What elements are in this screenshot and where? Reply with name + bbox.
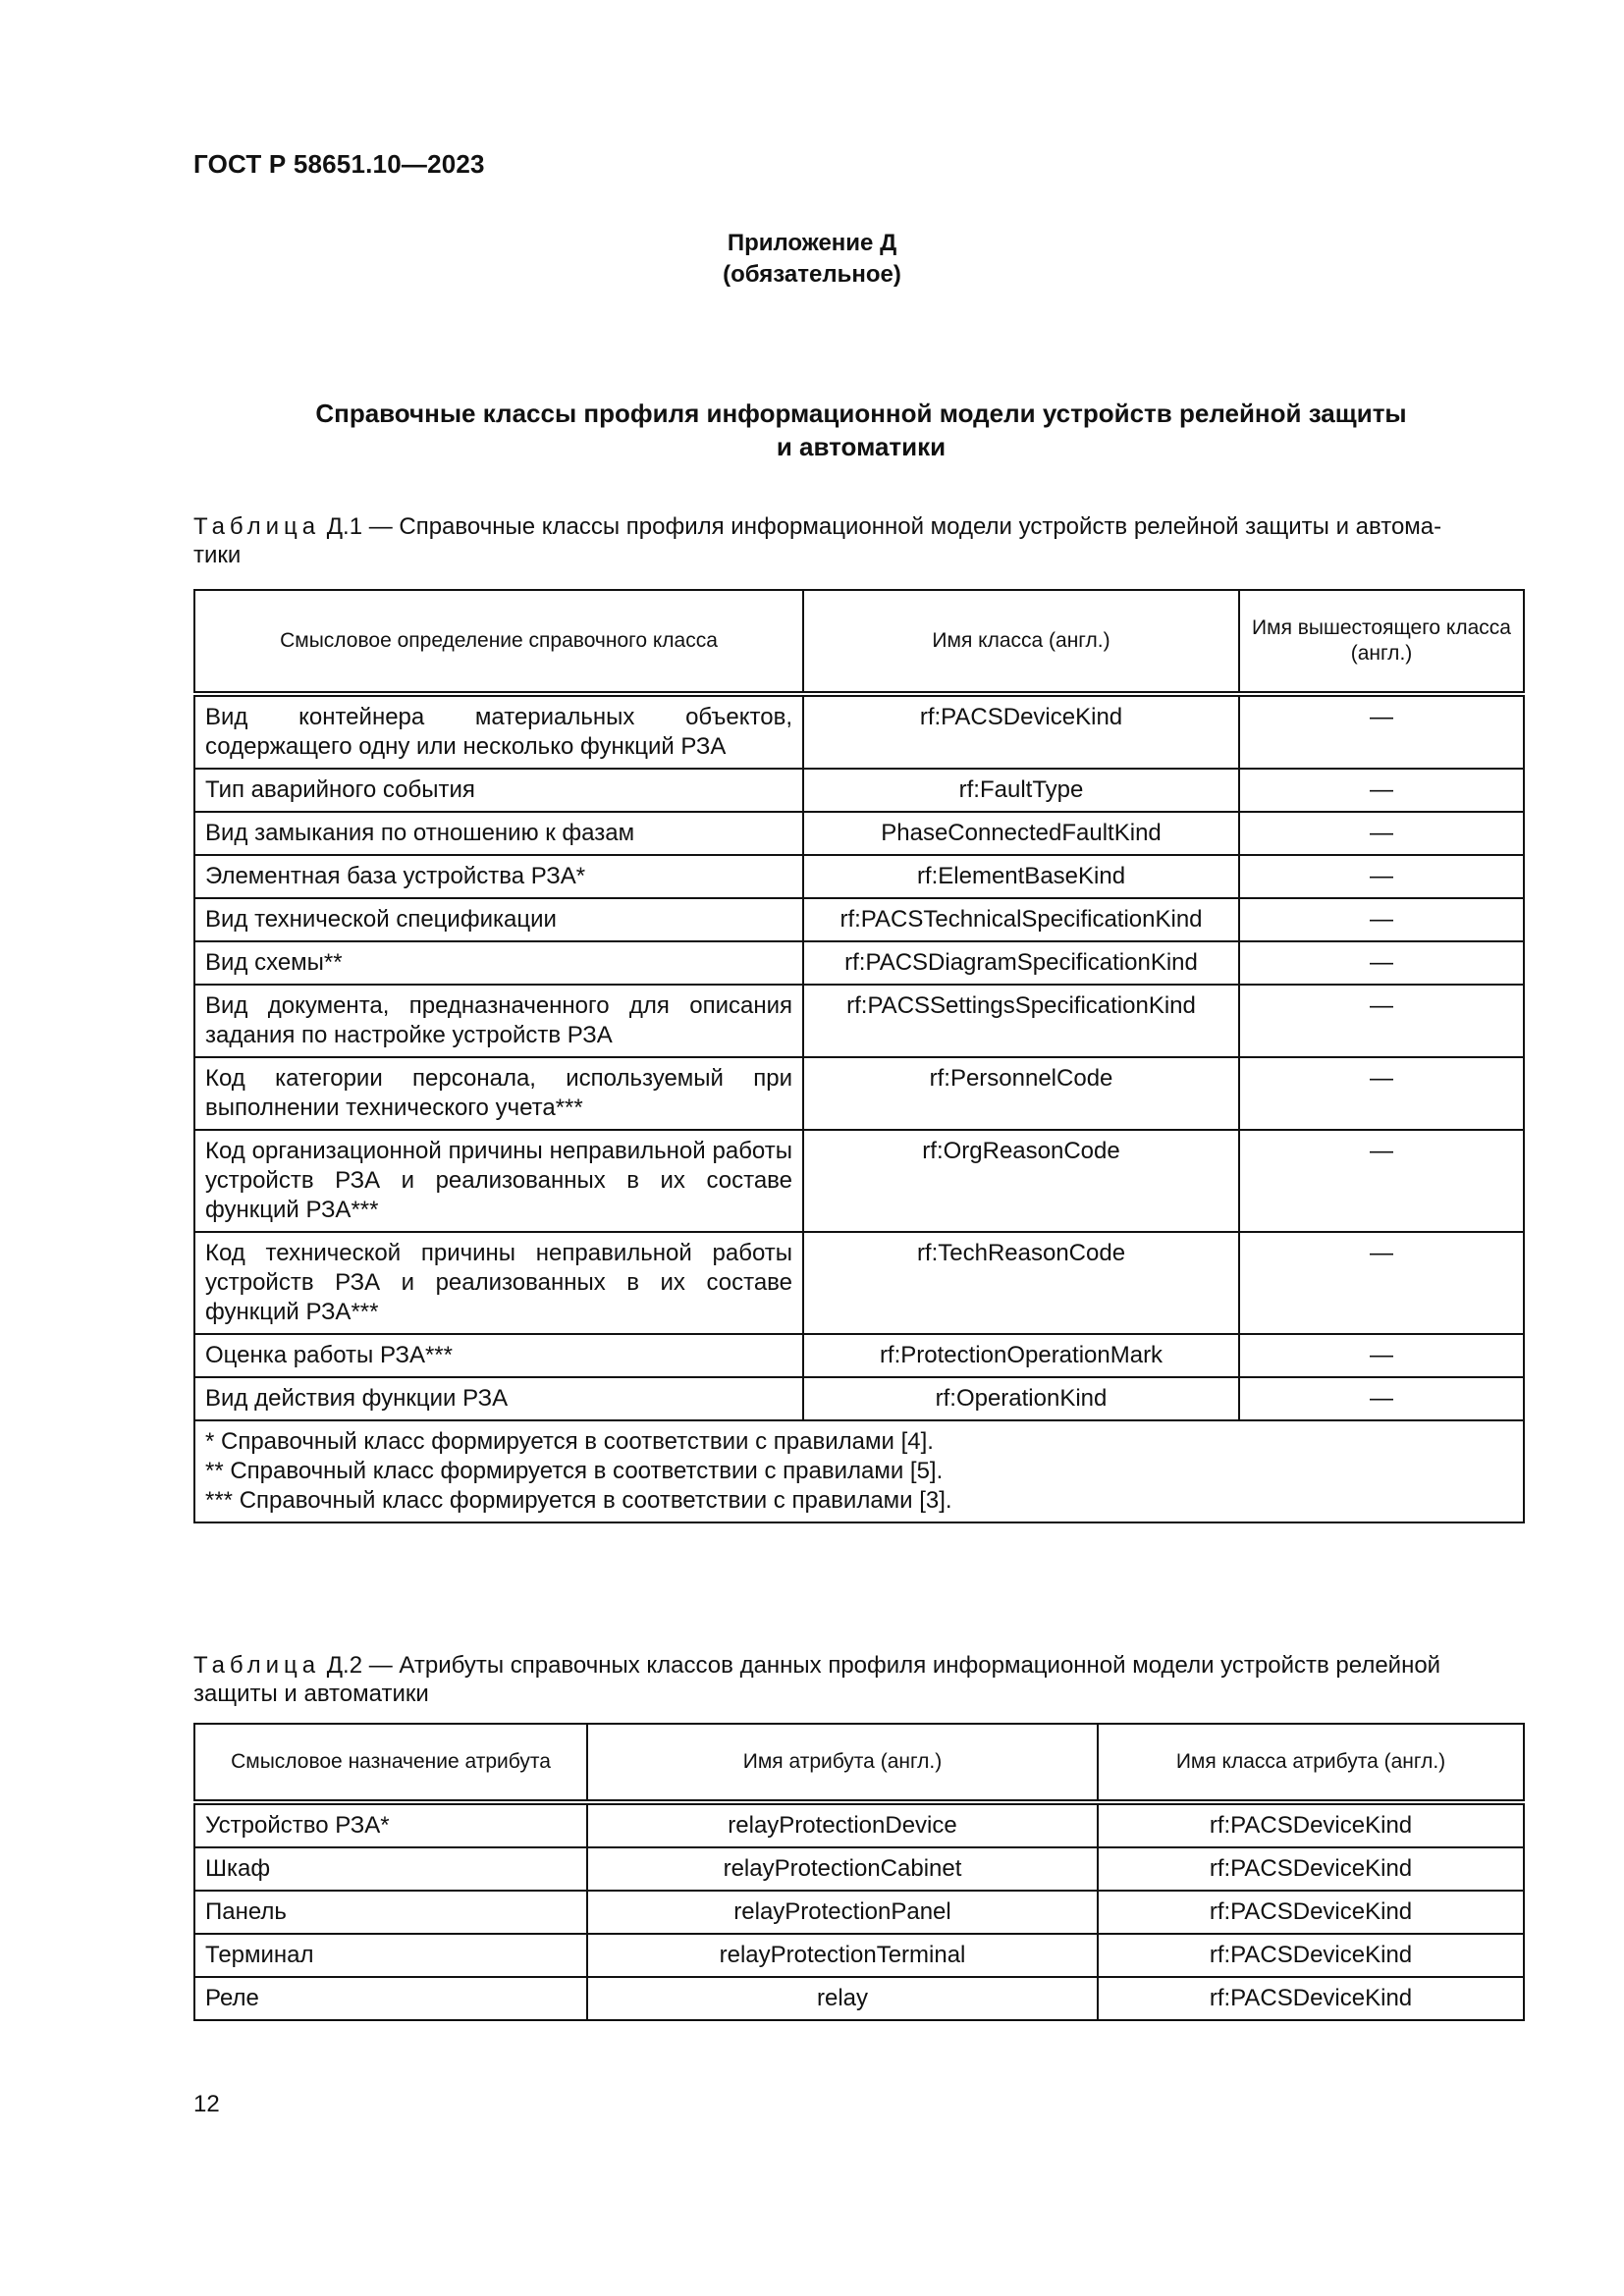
- table-row: [194, 769, 1524, 812]
- table1-header-cell: Смысловое определение справочного класса: [194, 590, 803, 694]
- document-code: ГОСТ Р 58651.10—2023: [193, 149, 485, 179]
- section-title-line-2: и автоматики: [776, 432, 947, 461]
- table2-caption-continuation: защиты и автоматики: [193, 1681, 429, 1707]
- table-cell-definition: Вид контейнера материальных объектов, содержащего одну или несколько функций РЗА: [194, 694, 803, 769]
- table-cell-attribute-class: rf:PACSDeviceKind: [1098, 1891, 1524, 1934]
- table-row: [194, 1334, 1524, 1377]
- section-title-line-1: Справочные классы профиля информационной модели устройств релейной защиты: [315, 399, 1407, 428]
- table-row: [194, 1130, 1524, 1232]
- table-cell-attribute-meaning: Панель: [194, 1891, 587, 1934]
- table2-header-cell: Имя класса атрибута (англ.): [1098, 1724, 1524, 1802]
- table-row: [194, 941, 1524, 985]
- table-cell-class-name: rf:PACSDeviceKind: [803, 694, 1239, 769]
- table-cell-parent-class: —: [1239, 1130, 1524, 1232]
- table-cell-parent-class: —: [1239, 812, 1524, 855]
- table-row: [194, 1057, 1524, 1130]
- table-cell-parent-class: —: [1239, 694, 1524, 769]
- table2-header-row: [194, 1724, 1524, 1802]
- table-row: [194, 898, 1524, 941]
- table-cell-definition: Вид технической спецификации: [194, 898, 803, 941]
- table-cell-parent-class: —: [1239, 769, 1524, 812]
- table-cell-attribute-name: relayProtectionTerminal: [587, 1934, 1098, 1977]
- table1-caption-label: Таблица: [193, 513, 321, 540]
- table-cell-definition: Код организационной причины неправильной работы устройств РЗА и реализованных в их составе функций РЗА***: [194, 1130, 803, 1232]
- table-cell-attribute-name: relay: [587, 1977, 1098, 2020]
- table-cell-class-name: rf:PACSDiagramSpecificationKind: [803, 941, 1239, 985]
- table-cell-definition: Код технической причины неправильной работы устройств РЗА и реализованных в их составе функций РЗА***: [194, 1232, 803, 1334]
- table2-caption-label: Таблица: [193, 1652, 321, 1679]
- table-cell-attribute-meaning: Реле: [194, 1977, 587, 2020]
- appendix-name: Приложение Д: [727, 230, 897, 256]
- table-cell-parent-class: —: [1239, 941, 1524, 985]
- table-cell-attribute-class: rf:PACSDeviceKind: [1098, 1977, 1524, 2020]
- table-row: [194, 1802, 1524, 1847]
- table-row: [194, 1232, 1524, 1334]
- table-cell-class-name: rf:TechReasonCode: [803, 1232, 1239, 1334]
- appendix-heading: [0, 228, 1624, 291]
- table-cell-class-name: rf:FaultType: [803, 769, 1239, 812]
- table-row: [194, 1934, 1524, 1977]
- table2-header-cell: Имя атрибута (англ.): [587, 1724, 1098, 1802]
- table-cell-parent-class: —: [1239, 855, 1524, 898]
- table1-caption: [193, 512, 1529, 569]
- table-cell-definition: Тип аварийного события: [194, 769, 803, 812]
- table2: [193, 1723, 1525, 2021]
- table-cell-parent-class: —: [1239, 1232, 1524, 1334]
- table1-header-cell: Имя класса (англ.): [803, 590, 1239, 694]
- table-cell-attribute-class: rf:PACSDeviceKind: [1098, 1934, 1524, 1977]
- table-cell-attribute-name: relayProtectionDevice: [587, 1802, 1098, 1847]
- table1-header-row: [194, 590, 1524, 694]
- table1-note: *** Справочный класс формируется в соответствии с правилами [3].: [205, 1487, 952, 1514]
- table-cell-definition: Вид действия функции РЗА: [194, 1377, 803, 1420]
- table-row: [194, 812, 1524, 855]
- table-cell-definition: Вид схемы**: [194, 941, 803, 985]
- table-cell-attribute-meaning: Терминал: [194, 1934, 587, 1977]
- table-cell-definition: Вид замыкания по отношению к фазам: [194, 812, 803, 855]
- table-cell-definition: Элементная база устройства РЗА*: [194, 855, 803, 898]
- table-cell-attribute-name: relayProtectionCabinet: [587, 1847, 1098, 1891]
- table-cell-class-name: PhaseConnectedFaultKind: [803, 812, 1239, 855]
- table-cell-attribute-meaning: Устройство РЗА*: [194, 1802, 587, 1847]
- table-cell-attribute-class: rf:PACSDeviceKind: [1098, 1847, 1524, 1891]
- table-row: [194, 855, 1524, 898]
- table-row: [194, 1891, 1524, 1934]
- table1-caption-continuation: тики: [193, 542, 242, 568]
- table1-notes: [194, 1420, 1524, 1522]
- table-cell-parent-class: —: [1239, 898, 1524, 941]
- table1: [193, 589, 1525, 1523]
- table2-caption-text: Д.2 — Атрибуты справочных классов данных профиля информационной модели устройств релейной: [320, 1652, 1441, 1679]
- table-cell-definition: Вид документа, предназначенного для описания задания по настройке устройств РЗА: [194, 985, 803, 1057]
- table-row: [194, 1977, 1524, 2020]
- table-row: [194, 1377, 1524, 1420]
- table-cell-definition: Код категории персонала, используемый при выполнении технического учета***: [194, 1057, 803, 1130]
- section-title: [193, 397, 1529, 463]
- table-cell-class-name: rf:OperationKind: [803, 1377, 1239, 1420]
- table-cell-class-name: rf:OrgReasonCode: [803, 1130, 1239, 1232]
- table-cell-class-name: rf:ProtectionOperationMark: [803, 1334, 1239, 1377]
- table-cell-parent-class: —: [1239, 1057, 1524, 1130]
- table-cell-class-name: rf:PACSSettingsSpecificationKind: [803, 985, 1239, 1057]
- table-cell-class-name: rf:ElementBaseKind: [803, 855, 1239, 898]
- table-cell-parent-class: —: [1239, 1377, 1524, 1420]
- table2-caption: [193, 1651, 1529, 1708]
- table2-header-cell: Смысловое назначение атрибута: [194, 1724, 587, 1802]
- table-cell-attribute-class: rf:PACSDeviceKind: [1098, 1802, 1524, 1847]
- table1-note: ** Справочный класс формируется в соответствии с правилами [5].: [205, 1458, 944, 1484]
- table1-caption-text: Д.1 — Справочные классы профиля информационной модели устройств релейной защиты и автома-: [320, 513, 1442, 540]
- table-cell-attribute-meaning: Шкаф: [194, 1847, 587, 1891]
- table-cell-attribute-name: relayProtectionPanel: [587, 1891, 1098, 1934]
- table-row: [194, 694, 1524, 769]
- page-number: 12: [193, 2091, 220, 2117]
- table-row: [194, 985, 1524, 1057]
- table1-notes-row: [194, 1420, 1524, 1522]
- table-cell-class-name: rf:PersonnelCode: [803, 1057, 1239, 1130]
- table-cell-parent-class: —: [1239, 985, 1524, 1057]
- table-cell-parent-class: —: [1239, 1334, 1524, 1377]
- table1-note: * Справочный класс формируется в соответствии с правилами [4].: [205, 1428, 934, 1455]
- appendix-status: (обязательное): [723, 261, 901, 288]
- table-cell-definition: Оценка работы РЗА***: [194, 1334, 803, 1377]
- table-row: [194, 1847, 1524, 1891]
- table-cell-class-name: rf:PACSTechnicalSpecificationKind: [803, 898, 1239, 941]
- table1-header-cell: Имя вышестоящего класса (англ.): [1239, 590, 1524, 694]
